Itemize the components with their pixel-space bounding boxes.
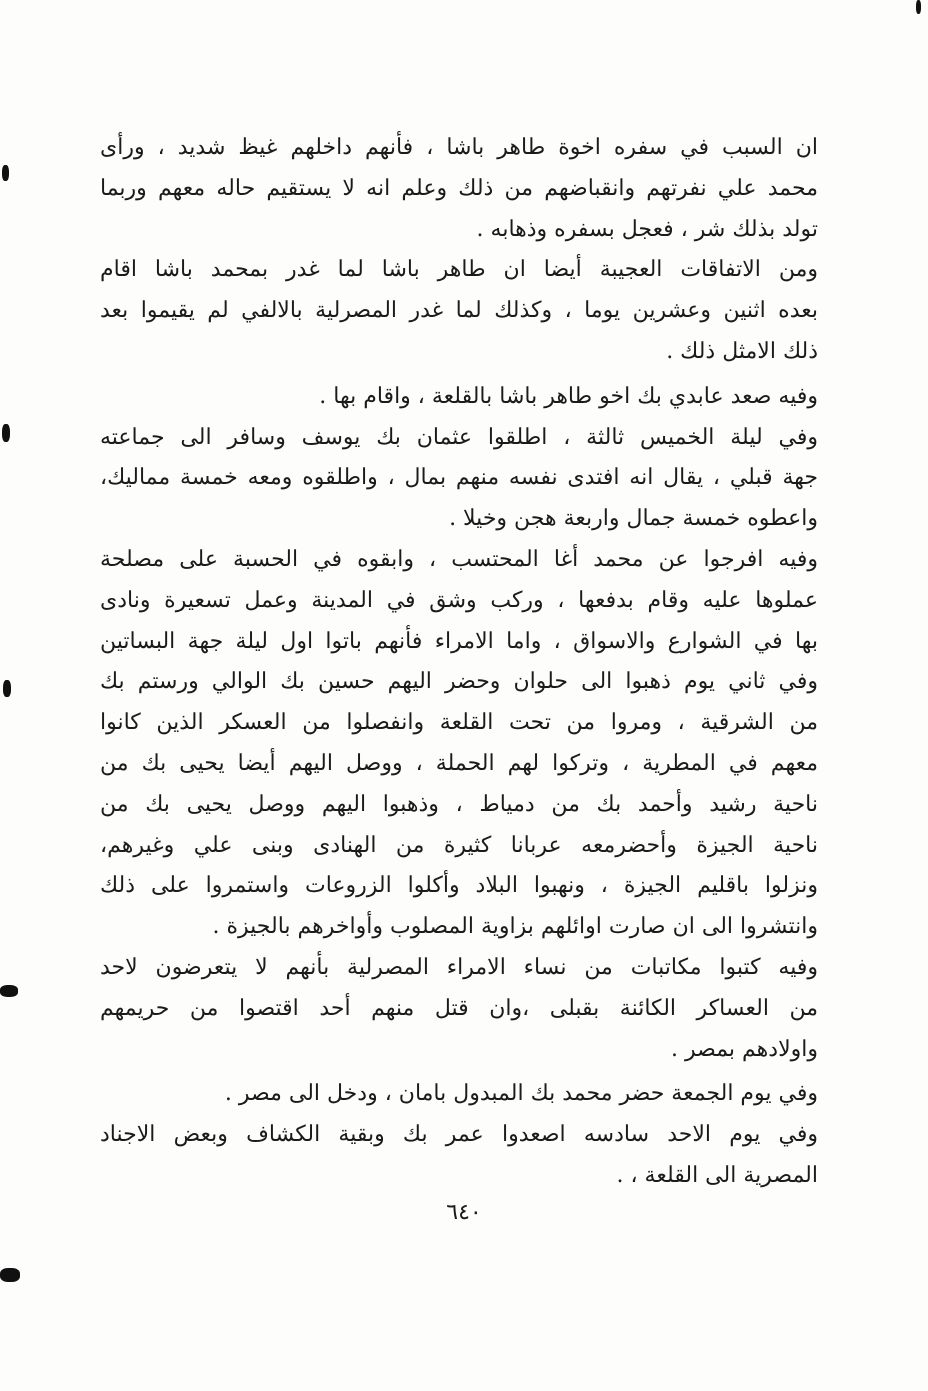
text-line: محمد علي نفرتهم وانقباضهم من ذلك وعلم انه لا يستقيم حاله معهم وربما	[100, 175, 818, 201]
body-text	[100, 128, 818, 1197]
text-line: المصرية الى القلعة ، .	[616, 1162, 818, 1188]
text-line: ناحية رشيد وأحمد بك من دمياط ، وذهبوا اليهم ووصل يحيى بك من	[100, 791, 818, 817]
text-line: ان السبب في سفره اخوة طاهر باشا ، فأنهم داخلهم غيظ شديد ، ورأى	[100, 135, 818, 160]
text-line: تولد بذلك شر ، فعجل بسفره وذهابه .	[476, 216, 818, 242]
text-line: بعده اثنين وعشرين يوما ، وكذلك لما غدر المصرلية بالالفي لم يقيموا بعد	[100, 298, 818, 324]
text-line: معهم في المطرية ، وتركوا لهم الحملة ، ووصل اليهم أيضا يحيى بك من	[100, 750, 818, 776]
text-line: وفي يوم الاحد سادسه اصعدوا عمر بك وبقية الكشاف وبعض الاجناد	[100, 1122, 818, 1148]
text-line: وفي يوم الجمعة حضر محمد بك المبدول بامان ، ودخل الى مصر .	[224, 1081, 818, 1107]
scan-speck	[2, 165, 9, 181]
scan-speck	[0, 1268, 20, 1282]
text-line: ونزلوا باقليم الجيزة ، ونهبوا البلاد وأكلوا الزروعات واستمروا على ذلك	[100, 873, 818, 899]
text-line: واعطوه خمسة جمال واربعة هجن وخيلا .	[449, 506, 818, 532]
scan-speck	[2, 424, 10, 442]
page-number: ٦٤٠	[446, 1200, 482, 1225]
text-line: واولادهم بمصر .	[671, 1036, 818, 1062]
text-line: من الشرقية ، ومروا من تحت القلعة وانفصلوا من العسكر الذين كانوا	[100, 710, 818, 736]
text-line: وفي ليلة الخميس ثالثة ، اطلقوا عثمان بك يوسف وسافر الى جماعته	[100, 424, 818, 450]
text-line: من العساكر الكائنة بقبلى ،وان قتل منهم أحد اقتصوا من حريمهم	[100, 995, 818, 1021]
text-line: وفيه افرجوا عن محمد أغا المحتسب ، وابقوه في الحسبة على مصلحة	[100, 546, 818, 572]
text-line: وفيه صعد عابدي بك اخو طاهر باشا بالقلعة ، واقام بها .	[319, 383, 818, 409]
text-line: عملوها عليه وقام بدفعها ، وركب وشق في المدينة وعمل تسعيرة ونادى	[100, 587, 818, 613]
text-line: وفي ثاني يوم ذهبوا الى حلوان وحضر اليهم حسين بك الوالي ورستم بك	[100, 669, 818, 695]
text-line: بها في الشوارع والاسواق ، واما الامراء فأنهم باتوا اول ليلة جهة البساتين	[100, 628, 818, 654]
text-line: وفيه كتبوا مكاتبات من نساء الامراء المصرلية بأنهم لا يتعرضون لاحد	[100, 954, 818, 980]
scan-speck	[3, 680, 11, 697]
text-line: وانتشروا الى ان صارت اوائلهم بزاوية المصلوب وأواخرهم بالجيزة .	[212, 914, 818, 940]
text-line: جهة قبلي ، يقال انه افتدى نفسه منهم بمال ، واطلقوه ومعه خمسة مماليك،	[100, 465, 818, 491]
scan-speck	[916, 0, 921, 14]
text-line: ومن الاتفاقات العجيبة أيضا ان طاهر باشا لما غدر بمحمد باشا اقام	[100, 257, 818, 283]
text-line: ناحية الجيزة وأحضرمعه عربانا كثيرة من الهنادى وبنى علي وغيرهم،	[100, 832, 818, 858]
scan-speck	[0, 985, 18, 997]
text-line: ذلك الامثل ذلك .	[666, 338, 818, 364]
